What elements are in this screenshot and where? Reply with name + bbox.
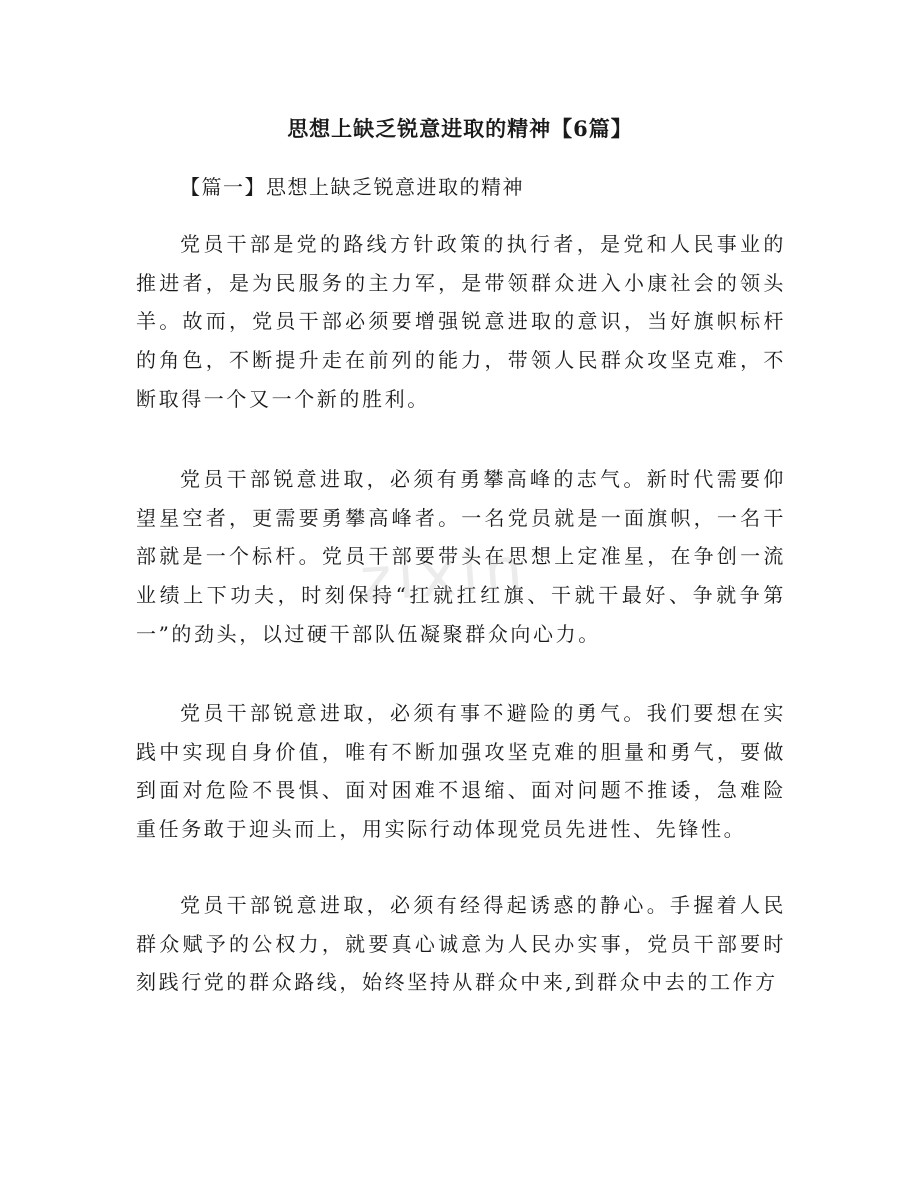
paragraph-1: 党员干部是党的路线方针政策的执行者，是党和人民事业的推进者，是为民服务的主力军，是带领群众进入小康社会的领头羊。故而，党员干部必须要增强锐意进取的意识，当好旗帜标杆的角色，不断提升走在前列的能力，带领人民群众攻坚克难，不断取得一个又一个新的胜利。 bbox=[136, 232, 786, 411]
paragraph-2: 党员干部锐意进取，必须有勇攀高峰的志气。新时代需要仰望星空者，更需要勇攀高峰者。一名党员就是一面旗帜，一名干部就是一个标杆。党员干部要带头在思想上定准星，在争创一流业绩上下功夫，时刻保持“扛就扛红旗、干就干最好、争就争第一”的劲头，以过硬干部队伍凝聚群众向心力。 bbox=[136, 467, 786, 646]
paragraph-3: 党员干部锐意进取，必须有事不避险的勇气。我们要想在实践中实现自身价值，唯有不断加强攻坚克难的胆量和勇气，要做到面对危险不畏惧、面对困难不退缩、面对问题不推诿，急难险重任务敢于迎头而上，用实际行动体现党员先进性、先锋性。 bbox=[136, 701, 786, 842]
document-title: 思想上缺乏锐意进取的精神【6篇】 bbox=[287, 116, 633, 141]
watermark: zixin bbox=[357, 534, 531, 616]
section-heading: 【篇一】思想上缺乏锐意进取的精神 bbox=[180, 175, 524, 199]
paragraph-4: 党员干部锐意进取，必须有经得起诱惑的静心。手握着人民群众赋予的公权力，就要真心诚意为人民办实事，党员干部要时刻践行党的群众路线，始终坚持从群众中来,到群众中去的工作方 bbox=[136, 893, 786, 995]
